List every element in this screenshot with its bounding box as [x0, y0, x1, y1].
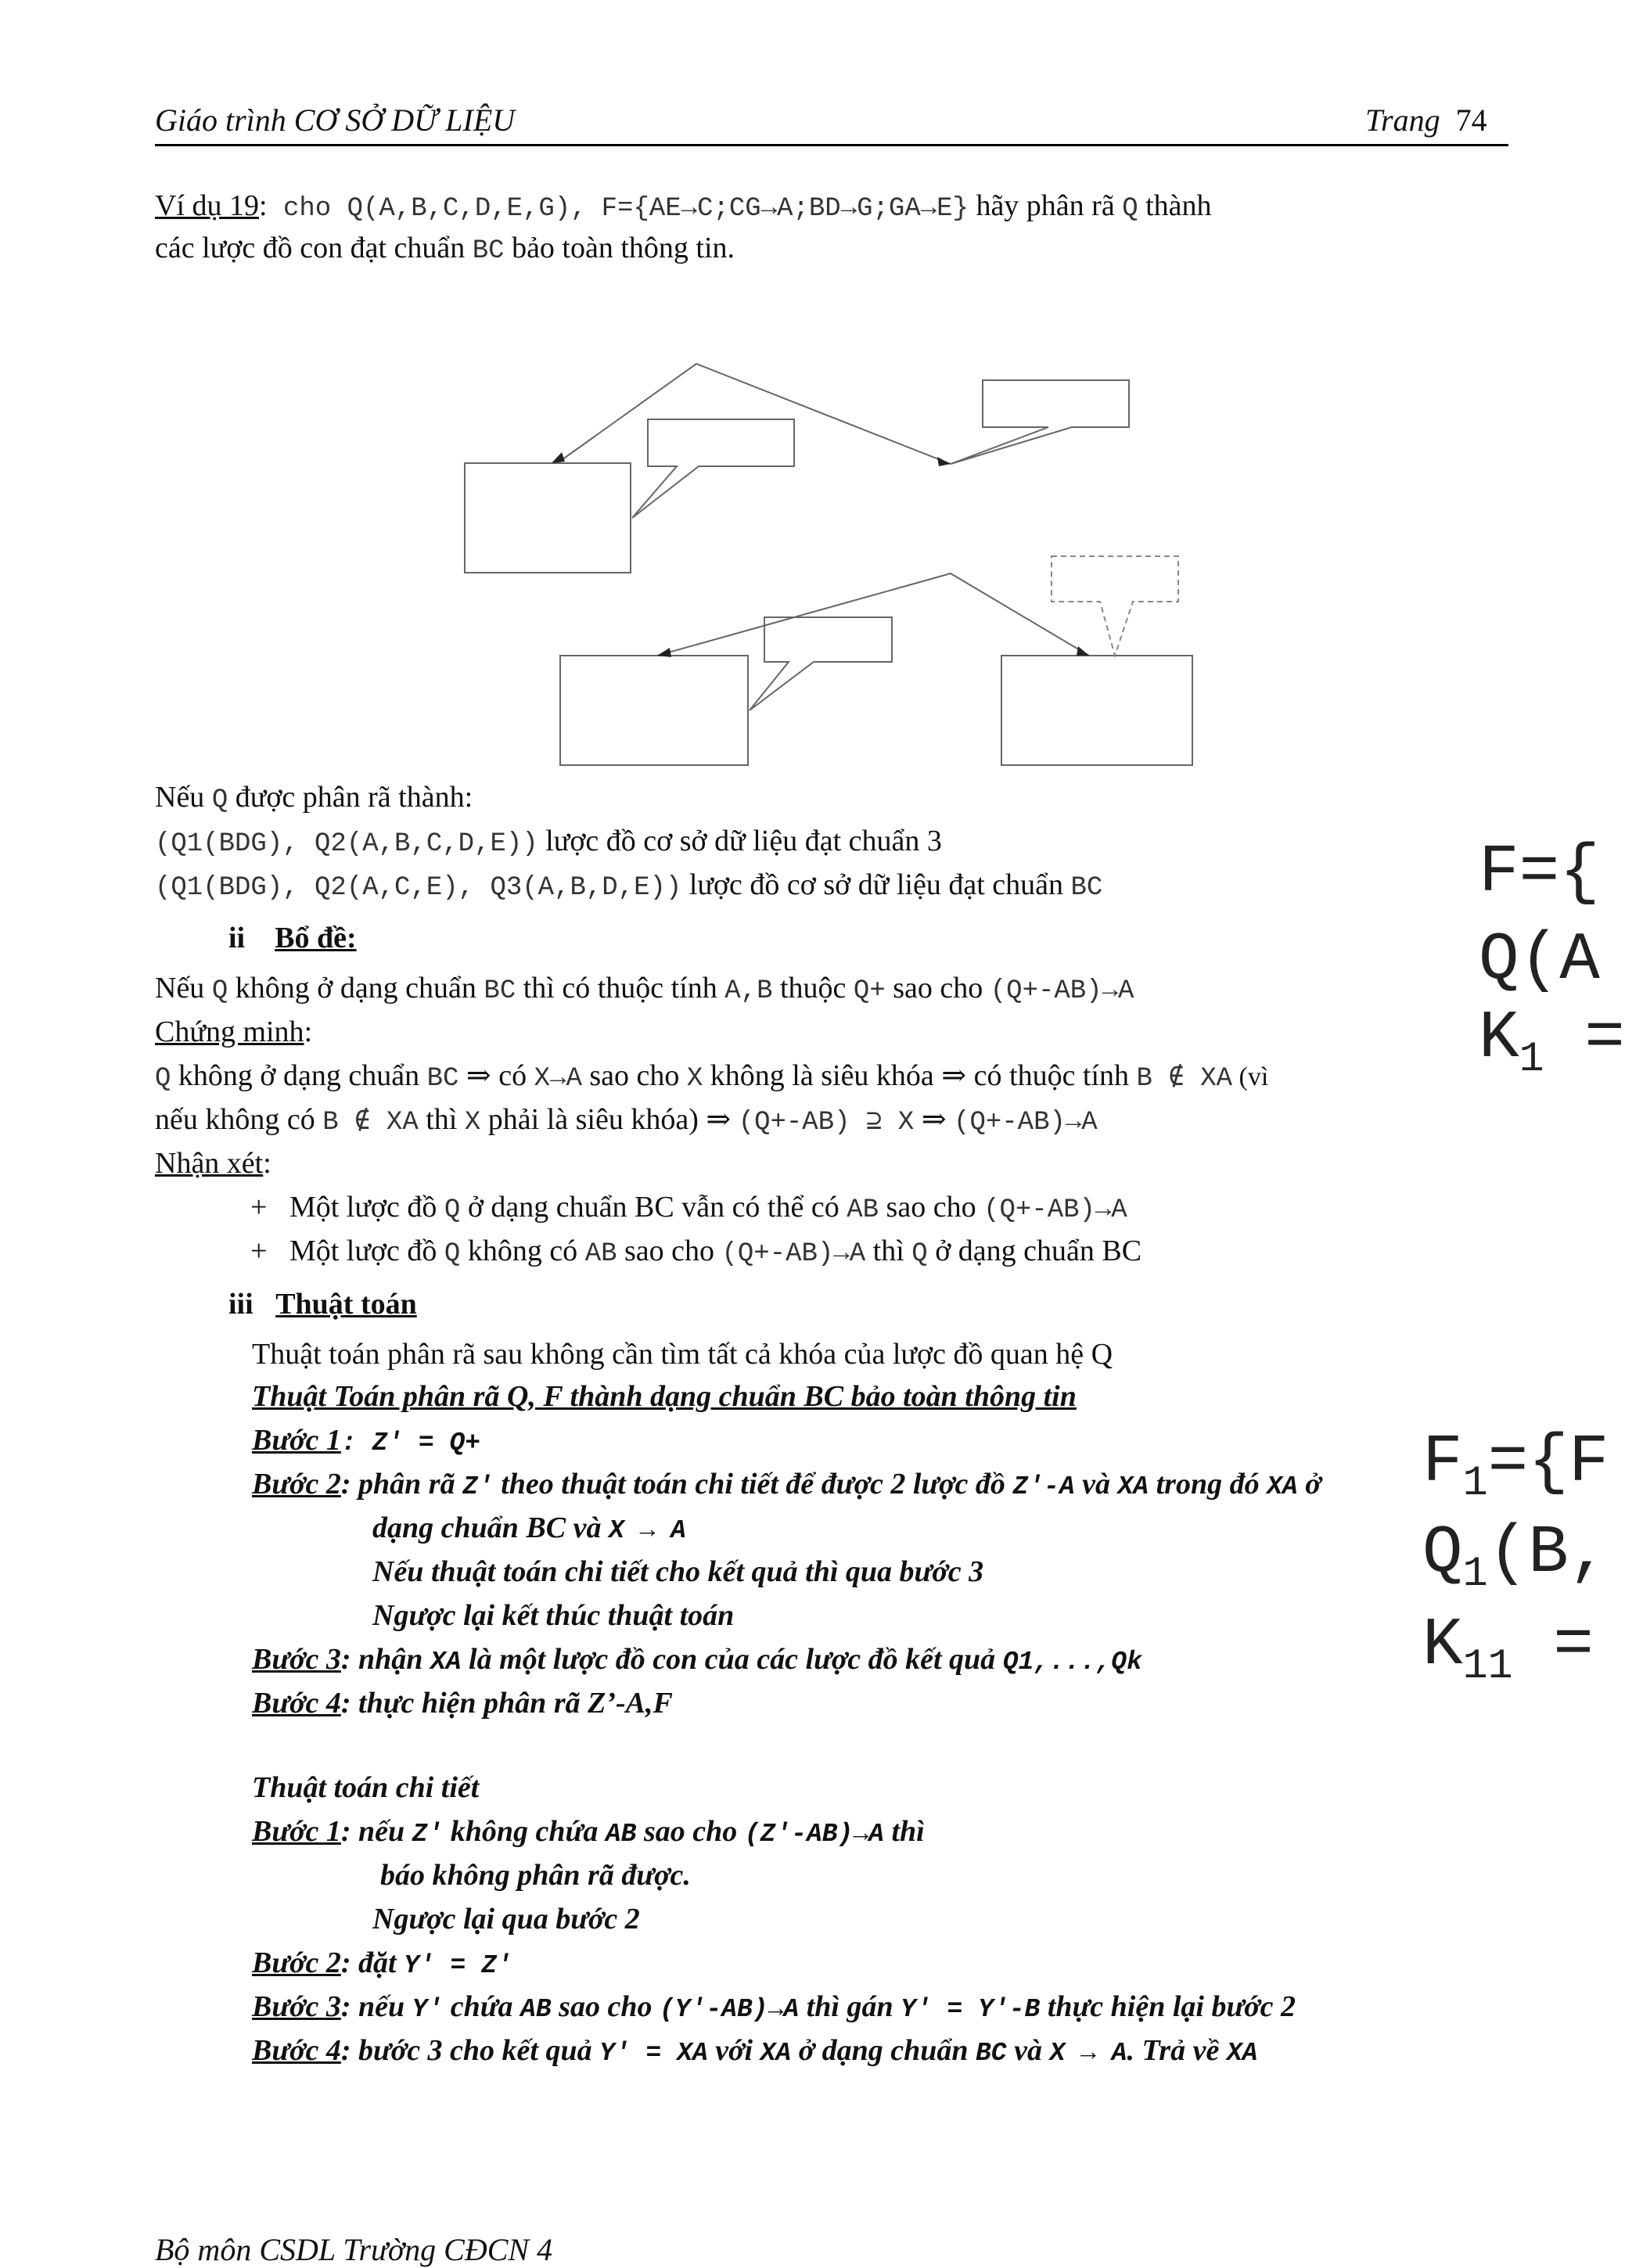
t: :	[304, 1015, 313, 1048]
page-number: 74	[1455, 102, 1487, 138]
callout-box-1	[632, 419, 794, 518]
footer-text: Bộ môn CSDL Trường CĐCN 4	[155, 2232, 553, 2267]
overflow-text-5	[1422, 1515, 1609, 1598]
t: X	[464, 1108, 481, 1138]
t: (vì	[1232, 1062, 1269, 1091]
detail-step-1-line-2: báo không phân rã được.	[380, 1859, 691, 1892]
t: XA	[1267, 1472, 1298, 1501]
t: ở dạng chuẩn	[791, 2034, 976, 2067]
t: : nếu	[340, 1990, 412, 2023]
t: =	[1544, 1000, 1625, 1076]
step-2	[252, 1469, 1321, 1500]
callout-box-4-dashed	[1052, 556, 1178, 656]
example-fd-set: F={AE→C;CG→A;BD→G;GA→E}	[601, 194, 969, 224]
decomp-r2-bc: BC	[1070, 873, 1103, 903]
t: Q	[1422, 1515, 1463, 1591]
t: phải là siêu khóa) ⇒	[480, 1103, 739, 1136]
t: ở dạng chuẩn BC	[927, 1235, 1142, 1267]
t: là một lược đồ con của các lược đồ kết quả	[461, 1643, 1003, 1676]
step-label: Bước 3	[252, 1643, 341, 1676]
header-course-title: Giáo trình CƠ SỞ DỮ LIỆU	[155, 102, 516, 138]
t: sao cho	[551, 1990, 660, 2023]
algorithm-number: iii	[228, 1288, 253, 1321]
t: thì	[418, 1103, 465, 1136]
t: B ∉ XA	[1136, 1064, 1233, 1094]
t: 11	[1462, 1644, 1513, 1691]
t: ở dạng chuẩn BC vẫn có thể có	[460, 1191, 847, 1224]
t: (Y'-AB)→A	[659, 1995, 800, 2024]
t: thực hiện lại bước 2	[1040, 1990, 1296, 2023]
node-box-bottom-left	[560, 656, 748, 765]
t: B ∉ XA	[322, 1108, 419, 1138]
t: : nhận	[340, 1643, 430, 1676]
t: AB	[584, 1239, 617, 1269]
t: ={F	[1487, 1424, 1609, 1501]
t: 1	[1462, 1461, 1488, 1508]
remark-label-line	[155, 1148, 271, 1178]
t: (Q+-AB)→A	[983, 1195, 1127, 1225]
step-label: Bước 1	[252, 1815, 341, 1848]
t: Q	[911, 1239, 928, 1269]
t: sao cho	[885, 972, 990, 1005]
decomp-intro-a: Nếu	[155, 781, 212, 814]
t: 1	[1519, 1037, 1544, 1084]
t: =	[1512, 1607, 1594, 1684]
callout-box-2	[951, 380, 1129, 464]
t: Z'	[462, 1472, 494, 1501]
decomp-r2-code: (Q1(BDG), Q2(A,C,E), Q3(A,B,D,E))	[155, 873, 682, 903]
decomp-intro	[155, 782, 473, 814]
colon: :	[259, 189, 268, 222]
proof-label: Chứng minh	[155, 1015, 304, 1048]
decomp-r2-text: lược đồ cơ sở dữ liệu đạt chuẩn	[681, 868, 1071, 901]
t: thuộc	[772, 972, 854, 1005]
t: : phân rã	[340, 1468, 463, 1501]
step-label: Bước 4	[252, 2034, 341, 2067]
example-text-mid: hãy phân rã	[968, 189, 1123, 222]
t: XA	[760, 2039, 792, 2068]
overflow-text-3	[1479, 1000, 1625, 1084]
decomp-result-1	[155, 826, 942, 857]
lemma-title: Bổ đề:	[275, 922, 357, 954]
t: : đặt	[340, 1946, 404, 1979]
t: không chứa	[443, 1815, 606, 1848]
step-2-line-3: Nếu thuật toán chi tiết cho kết quả thì qua bước 3	[372, 1555, 984, 1588]
t: không ở dạng chuẩn	[228, 972, 484, 1005]
t: : thực hiện phân rã Z’-A,F	[340, 1687, 673, 1720]
decomp-r1-code: (Q1(BDG), Q2(A,B,C,D,E))	[155, 829, 538, 859]
t: không ở dạng chuẩn	[171, 1059, 427, 1092]
t: 1	[1462, 1551, 1488, 1599]
t: ⇒ có	[458, 1059, 534, 1092]
decomp-q: Q	[211, 785, 228, 815]
t: nếu không có	[155, 1103, 323, 1136]
t: sao cho	[879, 1191, 984, 1224]
t: (Q+-AB) ⊇ X	[738, 1108, 915, 1138]
t: thì gán	[799, 1990, 901, 2023]
remark-label: Nhận xét	[155, 1147, 264, 1180]
step-label: Bước 4	[252, 1687, 341, 1720]
t: với	[707, 2034, 760, 2067]
example-text-end: thành	[1138, 189, 1212, 222]
t: BC	[484, 976, 516, 1006]
overflow-text-4	[1422, 1424, 1609, 1508]
t: X → A	[608, 1516, 686, 1545]
detail-step-4	[252, 2036, 1257, 2066]
step-1	[252, 1425, 480, 1456]
overflow-text-6	[1422, 1607, 1594, 1691]
t: Y' = Y'-B	[901, 1995, 1041, 2024]
arrowhead	[552, 452, 565, 463]
t: thì có thuộc tính	[516, 972, 725, 1005]
arrowhead	[657, 648, 671, 657]
proof-label-line	[155, 1017, 312, 1047]
t: XA	[1117, 1472, 1149, 1501]
t: Y' = XA	[599, 2039, 708, 2068]
node-box-bottom-right	[1001, 656, 1192, 765]
t: BC	[426, 1064, 459, 1094]
overflow-text-2: Q(A	[1479, 922, 1600, 998]
t: XA	[430, 1648, 462, 1677]
proof-line-1	[155, 1061, 1268, 1092]
lemma-number: ii	[228, 922, 246, 954]
bullet: +	[250, 1235, 268, 1267]
overflow-text-1: F={	[1479, 834, 1600, 911]
t: sao cho	[636, 1815, 745, 1848]
arrowhead	[937, 457, 951, 466]
example-bc: BC	[472, 236, 505, 266]
example-line2-b: bảo toàn thông tin.	[504, 232, 735, 264]
t: sao cho	[581, 1059, 687, 1092]
t: XA	[1226, 2039, 1258, 2068]
step-label: Bước 3	[252, 1990, 341, 2023]
step-2-line-4: Ngược lại kết thúc thuật toán	[372, 1599, 735, 1632]
t: (Q+-AB)→A	[990, 976, 1134, 1006]
t: : nếu	[340, 1815, 412, 1848]
step-label: Bước 2	[252, 1468, 341, 1501]
example-line2-a: các lược đồ con đạt chuẩn	[155, 232, 473, 264]
t: sao cho	[617, 1235, 722, 1267]
t: AB	[847, 1195, 879, 1225]
step-3	[252, 1644, 1142, 1675]
algorithm-title: Thuật toán	[275, 1288, 417, 1321]
t: AB	[520, 1995, 552, 2024]
decomp-result-2	[155, 870, 1102, 901]
example-label: Ví dụ 19	[155, 189, 259, 222]
t: thì	[883, 1815, 925, 1848]
arrowhead	[1077, 646, 1089, 656]
t: và	[1074, 1468, 1118, 1501]
step-2-line-2	[372, 1513, 686, 1544]
t: X	[686, 1064, 703, 1094]
t: (B,	[1487, 1515, 1609, 1591]
node-box-left	[465, 463, 631, 573]
t: Y' = Z'	[404, 1951, 512, 1980]
step-4	[252, 1688, 673, 1718]
t: AB	[605, 1820, 637, 1849]
t: theo thuật toán chi tiết để được 2 lược đồ	[493, 1468, 1013, 1501]
t: (Q+-AB)→A	[721, 1239, 866, 1269]
lemma-statement	[155, 973, 1134, 1005]
algorithm-heading	[228, 1289, 417, 1319]
algorithm-intro: Thuật toán phân rã sau không cần tìm tất cả khóa của lược đồ quan hệ Q	[252, 1338, 1113, 1371]
t: F	[1422, 1424, 1463, 1501]
t: Q	[155, 1064, 171, 1094]
detail-step-1-line-3: Ngược lại qua bước 2	[372, 1903, 640, 1936]
t: X → A	[1049, 2039, 1127, 2068]
remark-item-1	[250, 1192, 1127, 1224]
detail-step-3	[252, 1992, 1296, 2022]
t: K	[1479, 1000, 1519, 1076]
example-cho: cho	[267, 194, 347, 224]
t: trong đó	[1149, 1468, 1267, 1501]
step-label: Bước 1	[252, 1424, 341, 1457]
t: ở	[1297, 1468, 1321, 1501]
t: :	[263, 1147, 271, 1180]
detail-step-1	[252, 1817, 925, 1847]
t: : Z' = Q+	[340, 1429, 481, 1457]
t: không là siêu khóa ⇒ có thuộc tính	[703, 1059, 1137, 1092]
algorithm-main-title: Thuật Toán phân rã Q, F thành dạng chuẩn BC bảo toàn thông tin	[252, 1380, 1077, 1413]
detail-title: Thuật toán chi tiết	[252, 1771, 480, 1804]
page-label: Trang	[1365, 102, 1440, 138]
t: Q	[444, 1239, 461, 1269]
t: (Z'-AB)→A	[744, 1820, 884, 1849]
t: : bước 3 cho kết quả	[340, 2034, 600, 2067]
tree-branch-bottom	[657, 573, 1089, 656]
lemma-heading	[228, 923, 357, 953]
t: (Q+-AB)→A	[954, 1108, 1098, 1138]
callout-box-3	[750, 617, 892, 710]
t: . Trả về	[1127, 2034, 1227, 2067]
t: Q	[211, 976, 228, 1006]
t: chứa	[443, 1990, 521, 2023]
t: Một lược đồ	[289, 1235, 444, 1267]
decomp-r1-text: lược đồ cơ sở dữ liệu đạt chuẩn 3	[537, 825, 942, 857]
step-label: Bước 2	[252, 1946, 341, 1979]
decomp-intro-b: được phân rã thành:	[228, 781, 473, 814]
remark-item-2	[250, 1236, 1141, 1267]
t: Q	[444, 1195, 461, 1225]
t: Z'	[412, 1820, 444, 1849]
t: thì	[865, 1235, 912, 1267]
t: và	[1006, 2034, 1050, 2067]
t: Z'-A	[1012, 1472, 1075, 1501]
detail-step-2	[252, 1948, 512, 1979]
t: Q1,...,Qk	[1002, 1648, 1142, 1677]
t: dạng chuẩn BC và	[372, 1511, 609, 1544]
proof-line-2	[155, 1105, 1098, 1136]
decomposition-tree-diagram	[0, 0, 1602, 782]
tree-branch-top	[559, 364, 951, 464]
t: K	[1422, 1607, 1463, 1684]
t: không có	[460, 1235, 585, 1267]
t: A,B	[724, 976, 773, 1006]
t: Q+	[853, 976, 886, 1006]
t: X→A	[534, 1064, 582, 1094]
t: Một lược đồ	[289, 1191, 444, 1224]
t: ⇒	[914, 1103, 955, 1136]
t: Nếu	[155, 972, 212, 1005]
t: BC	[975, 2039, 1007, 2068]
bullet: +	[250, 1191, 268, 1224]
t: Y'	[412, 1995, 444, 2024]
example-schema: Q(A,B,C,D,E,G),	[347, 194, 587, 224]
example-q: Q	[1122, 194, 1138, 224]
